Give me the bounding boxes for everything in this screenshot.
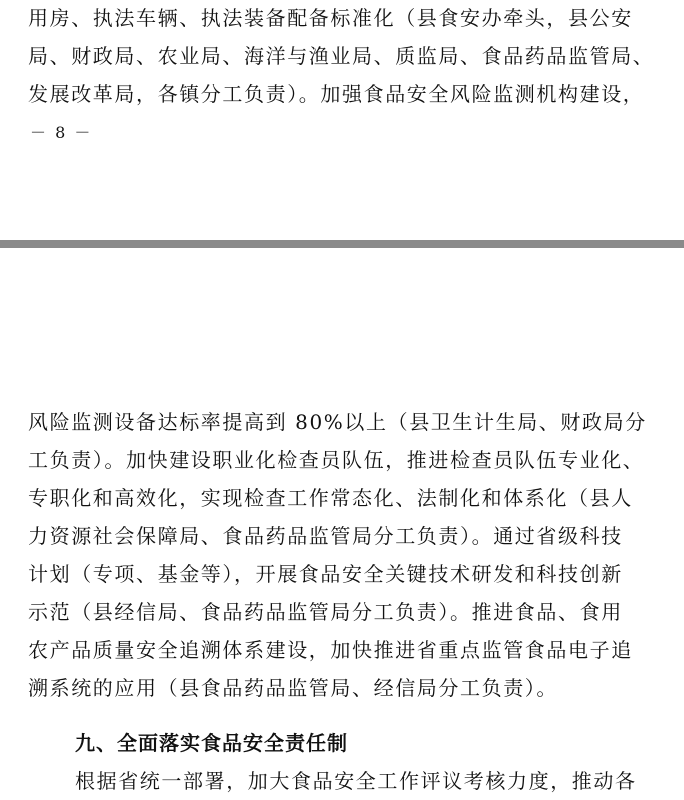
body-text-line: 局、财政局、农业局、海洋与渔业局、质监局、食品药品监管局、 bbox=[28, 44, 655, 68]
body-text-line: 示范（县经信局、食品药品监管局分工负责）。推进食品、食用 bbox=[28, 600, 623, 624]
page-number: － 8 － bbox=[30, 123, 93, 142]
body-text-line: 工负责）。加快建设职业化检查员队伍，推进检查员队伍专业化、 bbox=[28, 448, 645, 472]
body-text-line: 发展改革局，各镇分工负责）。加强食品安全风险监测机构建设， bbox=[28, 82, 645, 106]
body-text-line: 用房、执法车辆、执法装备配备标准化（县食安办牵头，县公安 bbox=[28, 6, 633, 30]
body-text-line: 计划（专项、基金等），开展食品安全关键技术研发和科技创新 bbox=[28, 562, 623, 586]
body-text-line: 根据省统一部署，加大食品安全工作评议考核力度，推动各 bbox=[75, 769, 637, 793]
body-text-line: 风险监测设备达标率提高到 80%以上（县卫生计生局、财政局分 bbox=[28, 410, 647, 434]
body-text-line: 溯系统的应用（县食品药品监管局、经信局分工负责）。 bbox=[28, 676, 558, 700]
body-text-line: 专职化和高效化，实现检查工作常态化、法制化和体系化（县人 bbox=[28, 486, 633, 510]
previous-page-bottom bbox=[0, 0, 684, 240]
body-text-line: 农产品质量安全追溯体系建设，加快推进省重点监管食品电子追 bbox=[28, 638, 633, 662]
next-page-top bbox=[0, 248, 684, 800]
body-text-line: 力资源社会保障局、食品药品监管局分工负责）。通过省级科技 bbox=[28, 524, 623, 548]
section-heading: 九、全面落实食品安全责任制 bbox=[75, 731, 348, 755]
page-separator bbox=[0, 240, 684, 248]
